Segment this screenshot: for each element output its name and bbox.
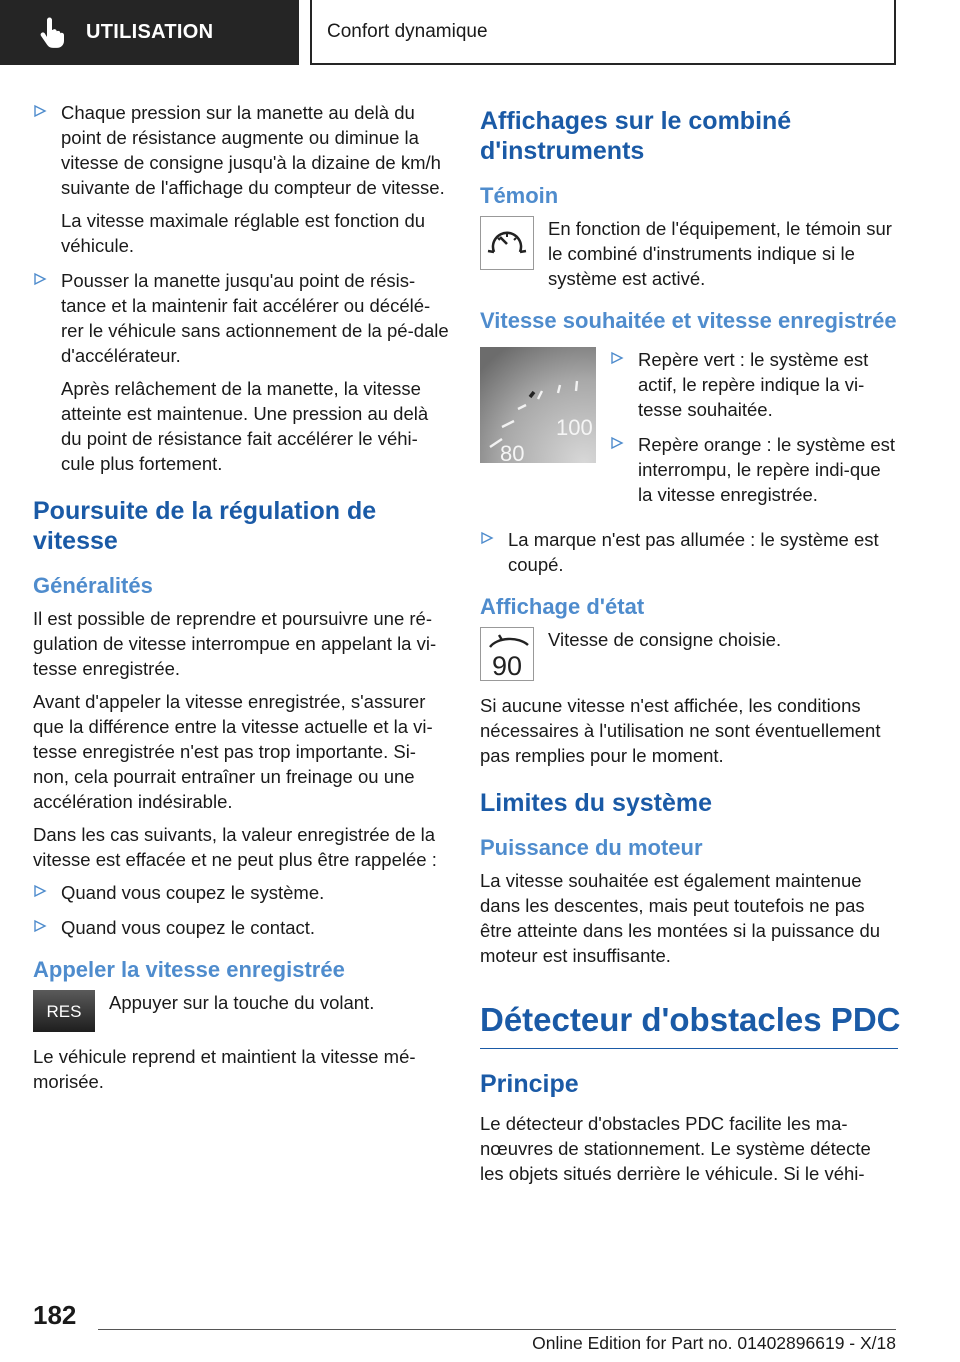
chapter-title: Confort dynamique [327, 20, 488, 42]
list-item-text: Quand vous coupez le système. [61, 882, 325, 903]
header-title-box [310, 0, 896, 65]
speedometer-row [480, 347, 898, 517]
left-column [33, 100, 451, 1102]
triangle-bullet-icon [610, 436, 624, 450]
list-item-text: Chaque pression sur la manette au delà du point de résistance augmente ou diminue la vitesse de consigne jusqu'à la dizaine de km/h suivante de l'affichage du compteur de vitesse. [61, 102, 445, 198]
hand-pointer-icon [38, 17, 66, 49]
dial-label-100: 100 [556, 415, 593, 440]
triangle-bullet-icon [33, 104, 47, 118]
page-number: 182 [33, 1300, 77, 1330]
cruise-control-indicator-icon [480, 216, 534, 270]
heading-limites: Limites du système [480, 789, 713, 817]
list-item [33, 268, 451, 476]
chapter-heading-pdc: Détecteur d'obstacles PDC [480, 998, 898, 1049]
list-item-text: Quand vous coupez le contact. [61, 917, 316, 938]
list-item [610, 347, 898, 422]
header-section-tab [0, 0, 299, 65]
set-speed-display-icon [480, 627, 534, 681]
heading-puissance: Puissance du moteur [480, 835, 703, 860]
etat-row [480, 627, 898, 681]
list-item [610, 432, 898, 507]
paragraph: Le détecteur d'obstacles PDC facilite les ma-nœuvres de stationnement. Le système détecte les objets situés derrière le véhicule. Si le véhi- [480, 1113, 871, 1184]
list-item-text: Pousser la manette jusqu'au point de résis-tance et la maintenir fait accélérer ou décélé-rer le véhicule sans actionnement de la pé-dale d'accélérateur. [61, 270, 449, 366]
list-item-subtext: Après relâchement de la manette, la vitesse atteinte est maintenue. Une pression au delà du point de résistance fait accélérer le véhi-cule plus fortement. [61, 378, 429, 474]
bullet-list-manette [33, 100, 451, 476]
triangle-bullet-icon [33, 919, 47, 933]
heading-generalites: Généralités [33, 573, 153, 598]
triangle-bullet-icon [480, 531, 494, 545]
res-text: Appuyer sur la touche du volant. [109, 992, 375, 1013]
triangle-bullet-icon [33, 272, 47, 286]
marque-bullet-list [480, 527, 898, 577]
list-item-text: La marque n'est pas allumée : le système est coupé. [508, 529, 879, 575]
res-label: RES [46, 1002, 82, 1021]
heading-vitesse-souhaitee: Vitesse souhaitée et vitesse enregistrée [480, 308, 897, 333]
paragraph: Le véhicule reprend et maintient la vitesse mé-morisée. [33, 1046, 416, 1092]
paragraph: Il est possible de reprendre et poursuivre une ré-gulation de vitesse interrompue en appelant la vi-tesse enregistrée. [33, 608, 437, 679]
res-button-icon [33, 990, 95, 1032]
bullet-list-effacement [33, 880, 451, 940]
list-item [480, 527, 898, 577]
temoin-row [480, 216, 898, 291]
footer-divider [98, 1329, 896, 1330]
heading-affichage-etat: Affichage d'état [480, 594, 645, 619]
etat-text: Vitesse de consigne choisie. [548, 629, 782, 650]
list-item-subtext: La vitesse maximale réglable est fonction du véhicule. [61, 210, 426, 256]
dial-label-80: 80 [500, 441, 525, 463]
list-item [33, 880, 451, 905]
footer-edition: Online Edition for Part no. 01402896619 - X/18 [532, 1333, 896, 1353]
set-speed-value: 90 [491, 651, 523, 681]
list-item [33, 915, 451, 940]
triangle-bullet-icon [33, 884, 47, 898]
paragraph: La vitesse souhaitée est également maintenue dans les descentes, mais peut toutefois ne pas être atteinte dans les montées si la puissance du moteur est insuffisante. [480, 870, 881, 966]
heading-affichages: Affichages sur le combiné d'instruments [480, 107, 792, 165]
heading-appeler: Appeler la vitesse enregistrée [33, 957, 345, 982]
heading-temoin: Témoin [480, 183, 559, 208]
list-item-text: Repère vert : le système est actif, le repère indique la vi-tesse souhaitée. [638, 349, 869, 420]
paragraph: Avant d'appeler la vitesse enregistrée, s'assurer que la différence entre la vitesse actuelle et la vi-tesse enregistrée n'est pas trop importante. Si-non, cela pourrait entraîner un freinage ou une accélération indésirable. [33, 691, 433, 812]
paragraph: Si aucune vitesse n'est affichée, les conditions nécessaires à l'utilisation ne sont éventuellement pas remplies pour le moment. [480, 695, 881, 766]
paragraph: Dans les cas suivants, la valeur enregistrée de la vitesse est effacée et ne peut plus être rappelée : [33, 824, 437, 870]
list-item-text: Repère orange : le système est interrompu, le repère indi-que la vitesse enregistrée. [638, 434, 896, 505]
triangle-bullet-icon [610, 351, 624, 365]
temoin-text: En fonction de l'équipement, le témoin sur le combiné d'instruments indique si le système est activé. [548, 218, 892, 289]
speedometer-image [480, 347, 596, 463]
right-column [480, 100, 901, 1194]
marker-bullet-list [610, 347, 898, 517]
res-button-row [33, 990, 451, 1032]
list-item [33, 100, 451, 258]
heading-poursuite: Poursuite de la régulation de vitesse [33, 497, 377, 555]
heading-principe: Principe [480, 1070, 579, 1098]
section-label: UTILISATION [86, 21, 214, 43]
